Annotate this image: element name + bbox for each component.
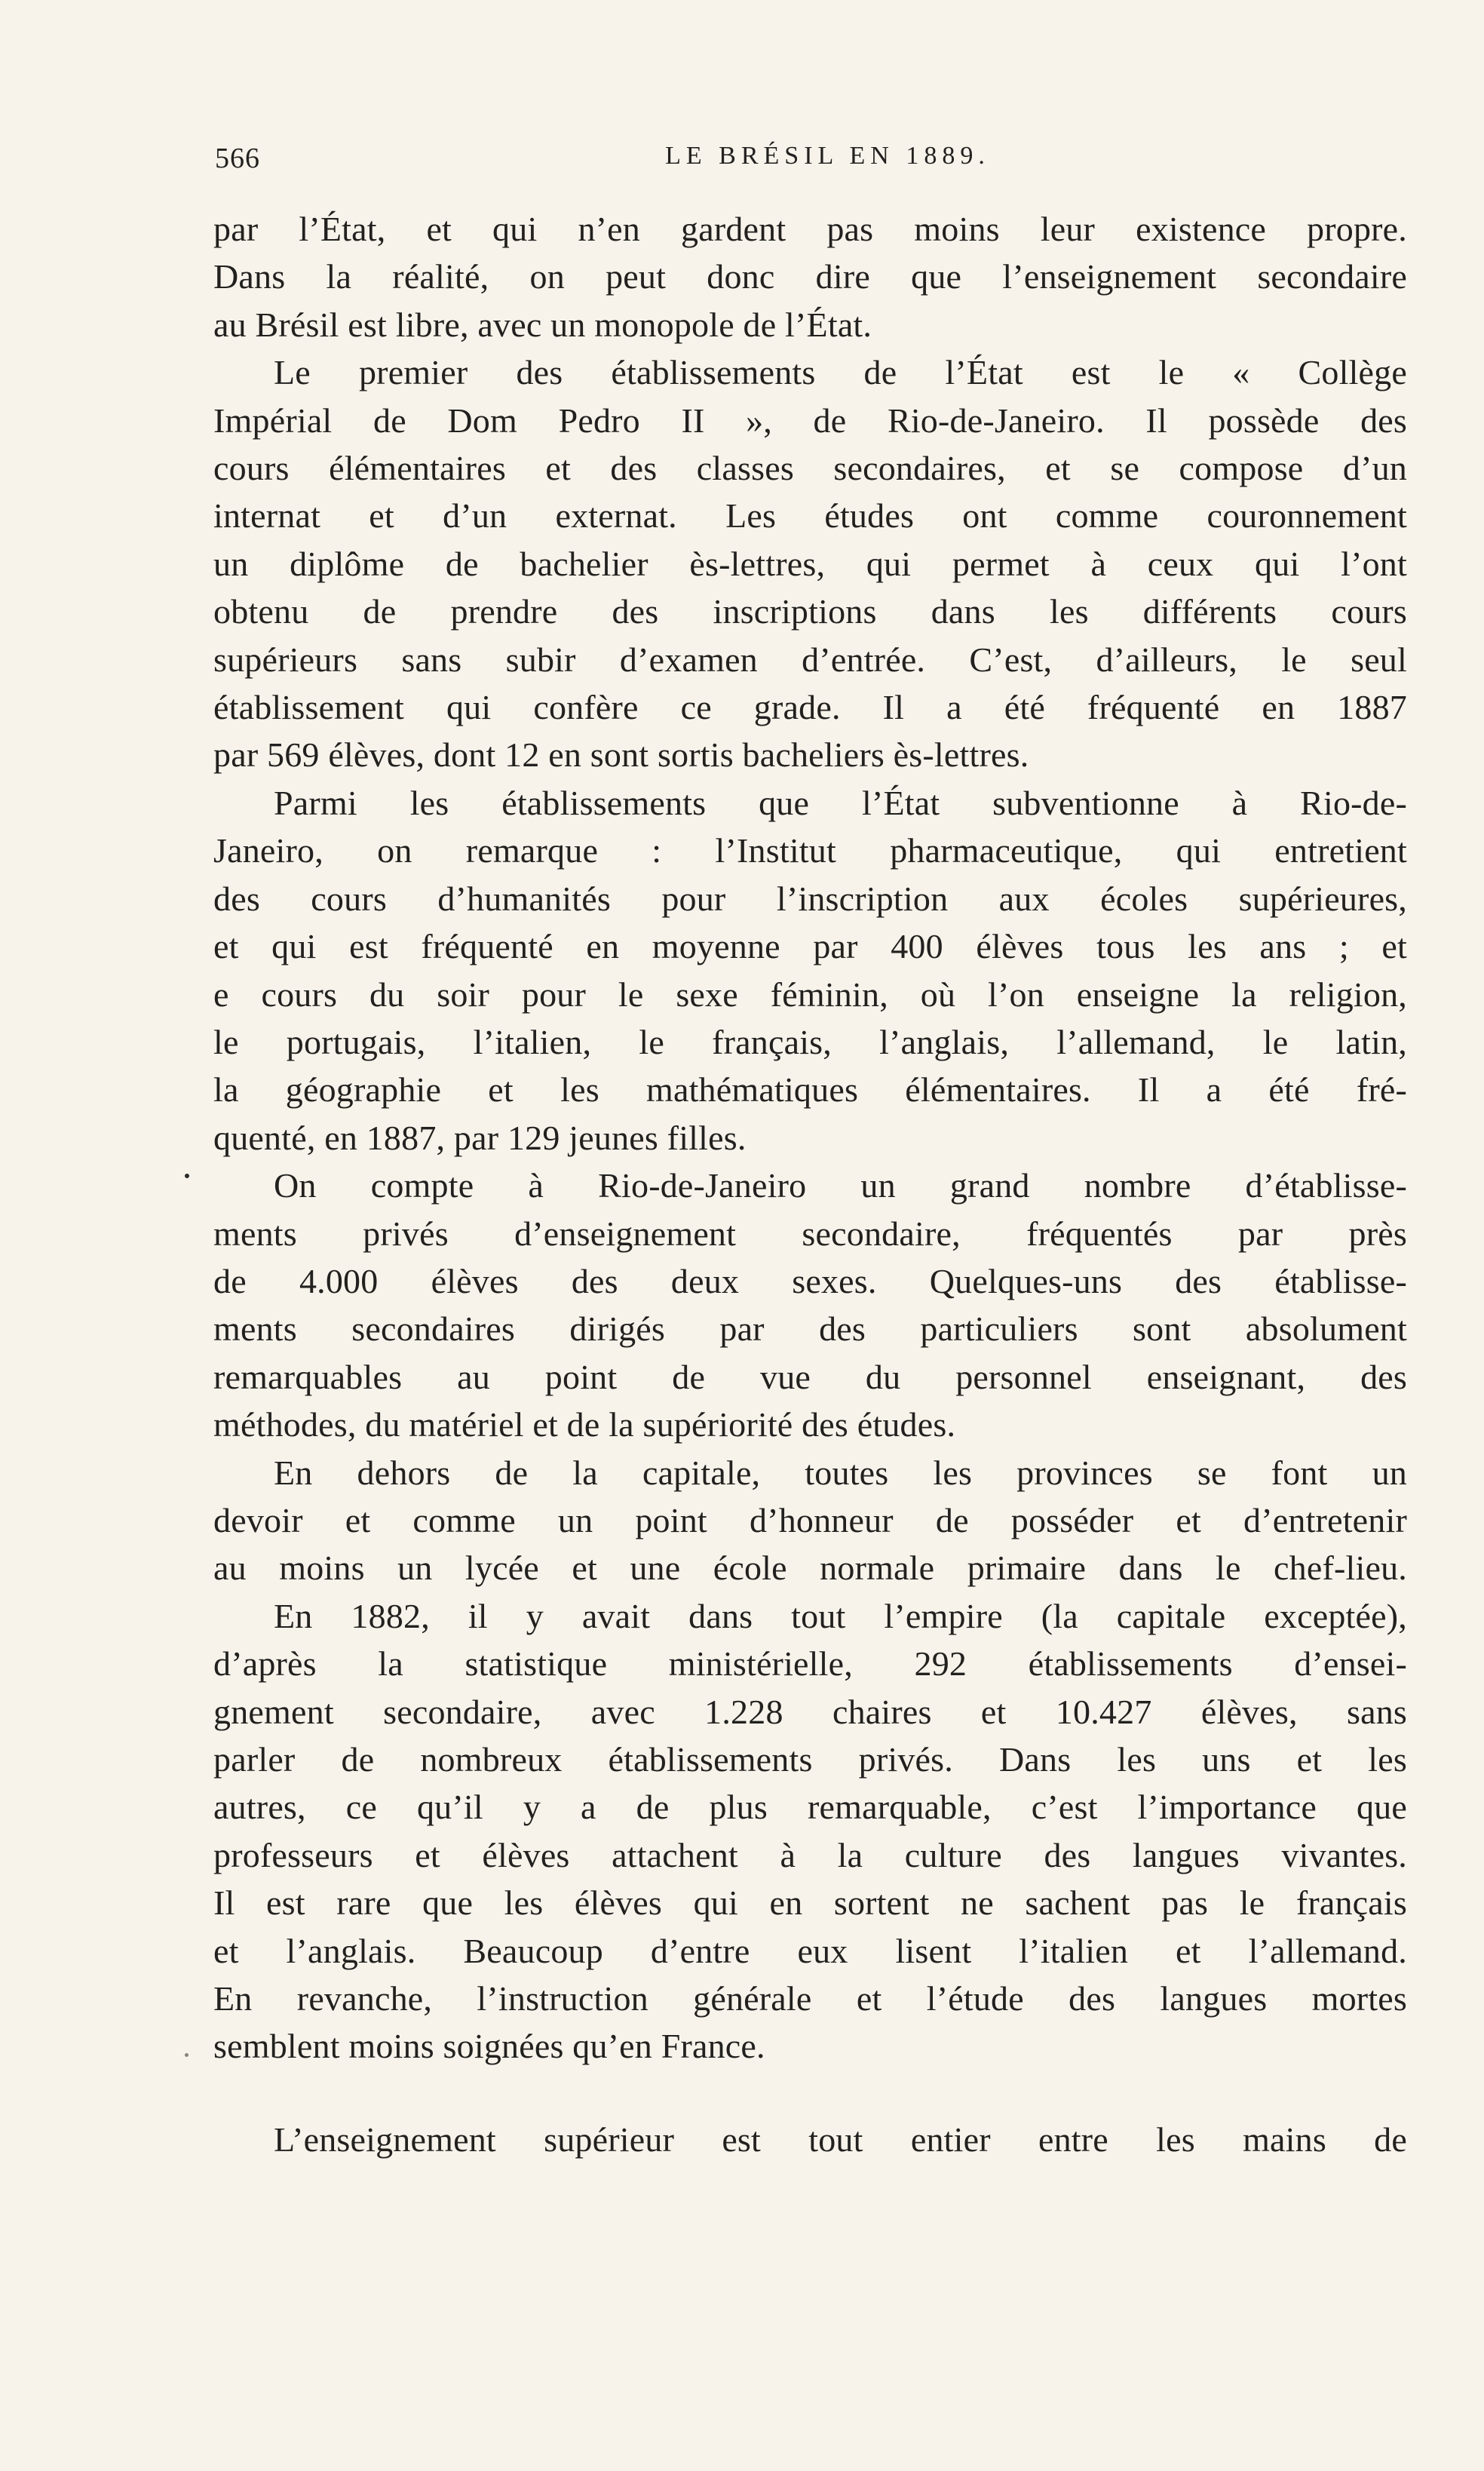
- text-line: le portugais, l’italien, le français, l’anglais, l’allemand, le latin,: [213, 1022, 1407, 1061]
- text-line: On compte à Rio-de-Janeiro un grand nombre d’établisse-: [274, 1166, 1407, 1205]
- paragraph-gap: [213, 2070, 1407, 2116]
- text-line: ments secondaires dirigés par des particuliers sont absolument: [213, 1309, 1407, 1349]
- text-line: au Brésil est libre, avec un monopole de l’État.: [213, 305, 872, 344]
- text-line: d’après la statistique ministérielle, 292 établissements d’ensei-: [213, 1644, 1407, 1684]
- body-text: [213, 205, 1407, 2163]
- text-line: par 569 élèves, dont 12 en sont sortis bacheliers ès-lettres.: [213, 735, 1029, 775]
- text-line: ments privés d’enseignement secondaire, fréquentés par près: [213, 1214, 1407, 1253]
- text-line: Impérial de Dom Pedro II », de Rio-de-Janeiro. Il possède des: [213, 401, 1407, 440]
- paragraph-5: [213, 1449, 1407, 1592]
- text-line: et qui est fréquenté en moyenne par 400 élèves tous les ans ; et: [213, 927, 1407, 966]
- text-line: parler de nombreux établissements privés. Dans les uns et les: [213, 1740, 1407, 1779]
- text-line: En revanche, l’instruction générale et l’étude des langues mortes: [213, 1979, 1407, 2018]
- text-line: remarquables au point de vue du personnel enseignant, des: [213, 1357, 1407, 1396]
- text-line: cours élémentaires et des classes secondaires, et se compose d’un: [213, 449, 1407, 488]
- text-line: En 1882, il y avait dans tout l’empire (la capitale exceptée),: [274, 1596, 1407, 1635]
- margin-speck: [185, 2053, 189, 2057]
- text-line: méthodes, du matériel et de la supériorité des études.: [213, 1405, 956, 1444]
- text-line: Le premier des établissements de l’État est le « Collège: [274, 353, 1407, 392]
- text-line: par l’État, et qui n’en gardent pas moins leur existence propre.: [213, 210, 1407, 248]
- text-line: Dans la réalité, on peut donc dire que l’enseignement secondaire: [213, 257, 1407, 296]
- paragraph-3: [213, 779, 1407, 1162]
- text-line: des cours d’humanités pour l’inscription aux écoles supérieures,: [213, 879, 1407, 918]
- paragraph-4: [213, 1162, 1407, 1448]
- page-header: [215, 142, 1410, 178]
- text-line: et l’anglais. Beaucoup d’entre eux lisent l’italien et l’allemand.: [213, 1931, 1407, 1970]
- text-line: un diplôme de bachelier ès-lettres, qui permet à ceux qui l’ont: [213, 544, 1407, 583]
- margin-mark: [185, 1174, 189, 1178]
- text-line: semblent moins soignées qu’en France.: [213, 2027, 765, 2066]
- text-line: de 4.000 élèves des deux sexes. Quelques-uns des établisse-: [213, 1261, 1407, 1300]
- text-line: Il est rare que les élèves qui en sortent ne sachent pas le français: [213, 1883, 1407, 1923]
- text-line: supérieurs sans subir d’examen d’entrée. C’est, d’ailleurs, le seul: [213, 640, 1407, 679]
- text-line: devoir et comme un point d’honneur de posséder et d’entretenir: [213, 1500, 1407, 1539]
- running-title: LE BRÉSIL EN 1889.: [665, 142, 990, 170]
- paragraph-6: [213, 1592, 1407, 2070]
- text-line: Parmi les établissements que l’État subventionne à Rio-de-: [274, 783, 1407, 822]
- text-line: la géographie et les mathématiques élémentaires. Il a été fré-: [213, 1070, 1407, 1110]
- paragraph-2: [213, 348, 1407, 779]
- text-line: gnement secondaire, avec 1.228 chaires et 10.427 élèves, sans: [213, 1692, 1407, 1731]
- text-line: quenté, en 1887, par 129 jeunes filles.: [213, 1118, 747, 1157]
- text-line: e cours du soir pour le sexe féminin, où l’on enseigne la religion,: [213, 975, 1407, 1014]
- text-line: L’enseignement supérieur est tout entier entre les mains de: [274, 2120, 1407, 2159]
- text-line: En dehors de la capitale, toutes les provinces se font un: [274, 1453, 1407, 1492]
- text-line: obtenu de prendre des inscriptions dans les différents cours: [213, 592, 1407, 631]
- paragraph-final: [213, 2116, 1407, 2163]
- paragraph-1: [213, 205, 1407, 348]
- text-line: au moins un lycée et une école normale primaire dans le chef-lieu.: [213, 1549, 1407, 1588]
- text-line: autres, ce qu’il y a de plus remarquable, c’est l’importance que: [213, 1788, 1407, 1827]
- text-line: établissement qui confère ce grade. Il a été fréquenté en 1887: [213, 688, 1407, 727]
- text-line: Janeiro, on remarque : l’Institut pharmaceutique, qui entretient: [213, 831, 1407, 870]
- text-line: internat et d’un externat. Les études ont comme couronnement: [213, 496, 1407, 536]
- page-number: 566: [215, 143, 260, 174]
- text-line: professeurs et élèves attachent à la culture des langues vivantes.: [213, 1835, 1407, 1874]
